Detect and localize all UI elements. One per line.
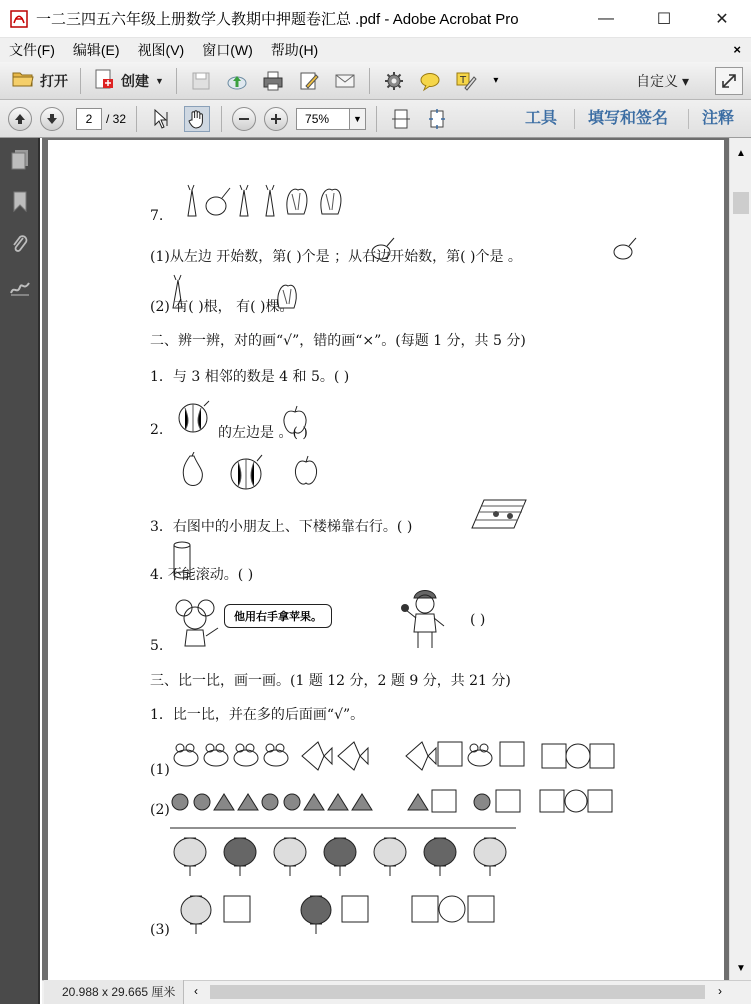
carrot-icon xyxy=(170,274,186,310)
scroll-down-chevron-icon[interactable]: ▼ xyxy=(736,963,746,974)
previous-page-button[interactable] xyxy=(8,107,32,131)
cabbage-icon xyxy=(274,280,300,310)
bookmarks-icon[interactable] xyxy=(9,190,31,214)
toolbar-divider xyxy=(176,68,177,94)
next-page-button[interactable] xyxy=(40,107,64,131)
section-2-heading: 二、辨一辨，对的画“√”，错的画“×”。(每题 1 分，共 5 分) xyxy=(150,333,526,349)
edit-document-icon[interactable] xyxy=(296,68,322,94)
boy-with-apple-illustration xyxy=(398,586,454,652)
tools-panel-link[interactable]: 工具 xyxy=(525,110,558,127)
toolbar-divider xyxy=(688,109,689,129)
highlight-text-icon[interactable] xyxy=(453,68,479,94)
section-3-question-1: 1．比一比，并在多的后面画“√”。 xyxy=(150,707,365,723)
lanterns-compare-row xyxy=(176,886,506,936)
menu-edit[interactable]: 编辑(E) xyxy=(72,42,120,58)
apple-icon xyxy=(280,404,310,436)
chevron-down-icon[interactable]: ▾ xyxy=(493,75,499,86)
vegetables-row-illustration xyxy=(184,184,354,220)
toolbar-divider xyxy=(369,68,370,94)
mouse-character-illustration xyxy=(172,598,222,648)
section-3-heading: 三、比一比，画一画。(1 题 12 分，2 题 9 分，共 21 分) xyxy=(150,673,511,689)
row-2-label: (2) xyxy=(150,802,170,818)
fit-page-icon[interactable] xyxy=(424,106,450,132)
question-7-label: 7. xyxy=(150,208,164,224)
fill-sign-panel-link[interactable]: 填写和签名 xyxy=(588,110,669,127)
menu-file[interactable]: 文件(F) xyxy=(9,42,55,58)
zoom-level-input[interactable]: 75% xyxy=(296,108,350,130)
maximize-button[interactable]: ☐ xyxy=(656,11,672,28)
section-2-question-2-text: 的左边是 。( ) xyxy=(218,425,308,441)
page-number-input[interactable]: 2 xyxy=(76,108,102,130)
window-title: 一二三四五六年级上册数学人教期中押题卷汇总 .pdf - Adobe Acrobat Pro xyxy=(36,11,519,28)
speech-bubble xyxy=(224,604,332,628)
frogs-and-fish-row xyxy=(170,736,630,776)
section-2-question-1: 1．与 3 相邻的数是 4 和 5。( ) xyxy=(150,369,350,385)
stairs-illustration xyxy=(470,498,528,532)
vertical-scrollbar[interactable] xyxy=(729,138,751,980)
svg-text:T: T xyxy=(459,74,467,86)
arrow-up-icon xyxy=(14,113,26,125)
page-thumbnails-icon[interactable] xyxy=(9,148,31,172)
folder-icon xyxy=(12,69,34,92)
title-bar xyxy=(0,0,751,38)
upload-cloud-icon[interactable] xyxy=(224,68,250,94)
comment-bubble-icon[interactable] xyxy=(417,68,443,94)
vertical-scroll-thumb[interactable] xyxy=(733,192,749,214)
question-7-part-2: (2) 有( )根， 有( )棵。 xyxy=(150,299,294,315)
eggplant-icon xyxy=(612,236,638,262)
arrow-down-icon xyxy=(46,113,58,125)
close-window-button[interactable]: ✕ xyxy=(715,11,729,28)
section-2-question-2-number: 2. xyxy=(150,422,164,438)
watermelon-icon xyxy=(176,398,212,434)
open-label: 打开 xyxy=(40,72,68,89)
pear-watermelon-apple-row xyxy=(178,452,328,492)
attachments-paperclip-icon[interactable] xyxy=(9,232,31,256)
zoom-in-button[interactable] xyxy=(264,107,288,131)
scroll-left-chevron-icon[interactable]: ‹ xyxy=(194,984,198,998)
scroll-right-chevron-icon[interactable]: › xyxy=(718,984,722,998)
customize-label: 自定义 xyxy=(636,73,679,89)
menu-window[interactable]: 窗口(W) xyxy=(202,42,253,58)
horizontal-scroll-thumb[interactable] xyxy=(210,985,705,999)
email-icon[interactable] xyxy=(332,68,358,94)
chevron-down-icon: ▼ xyxy=(155,75,164,86)
main-toolbar xyxy=(0,62,751,100)
eggplant-icon xyxy=(370,236,396,262)
page-total: / 32 xyxy=(106,111,127,126)
section-2-question-4: 4. 不能滚动。( ) xyxy=(150,567,254,583)
cylinder-icon xyxy=(172,540,192,580)
minimize-button[interactable]: — xyxy=(598,10,614,27)
minus-icon xyxy=(238,113,250,125)
toolbar-divider xyxy=(80,68,81,94)
toolbar-divider xyxy=(376,106,377,132)
settings-gear-icon[interactable] xyxy=(381,68,407,94)
create-button[interactable] xyxy=(87,66,170,96)
toolbar-divider xyxy=(574,109,575,129)
navigation-toolbar xyxy=(0,100,751,138)
create-label: 创建 xyxy=(121,72,149,89)
document-viewer[interactable] xyxy=(42,138,729,980)
customize-dropdown[interactable]: 自定义 ▾ xyxy=(636,73,689,89)
section-2-question-5-number: 5. xyxy=(150,638,164,654)
save-icon[interactable] xyxy=(188,68,214,94)
acrobat-pdf-icon xyxy=(10,10,28,28)
menu-help[interactable]: 帮助(H) xyxy=(270,42,319,58)
toolbar-divider xyxy=(221,106,222,132)
page-size-status: 20.988 x 29.665 厘米 xyxy=(44,980,184,1004)
lanterns-row-illustration xyxy=(166,824,526,880)
plus-icon xyxy=(270,113,282,125)
horizontal-scrollbar[interactable] xyxy=(188,982,728,1002)
menu-view[interactable]: 视图(V) xyxy=(137,42,185,58)
signatures-icon[interactable] xyxy=(9,276,31,300)
row-3-label: (3) xyxy=(150,922,170,938)
close-document-button[interactable]: × xyxy=(733,42,741,57)
zoom-dropdown-chevron-icon[interactable]: ▼ xyxy=(350,108,366,130)
fit-page-width-icon[interactable] xyxy=(388,106,414,132)
circles-and-triangles-row xyxy=(170,786,630,816)
scroll-up-chevron-icon[interactable]: ▲ xyxy=(736,148,746,159)
section-2-question-5-blank: ( ) xyxy=(470,612,486,628)
row-1-label: (1) xyxy=(150,762,170,778)
toolbar-divider xyxy=(136,106,137,132)
open-button[interactable] xyxy=(6,66,74,96)
print-icon[interactable] xyxy=(260,68,286,94)
pdf-page xyxy=(48,140,724,980)
create-pdf-icon xyxy=(93,68,115,93)
comment-panel-link[interactable]: 注释 xyxy=(702,110,735,127)
speech-bubble-text: 他用右手拿苹果。 xyxy=(234,610,322,623)
navigation-pane xyxy=(0,138,40,1004)
section-2-question-3: 3．右图中的小朋友上、下楼梯靠右行。( ) xyxy=(150,519,413,535)
zoom-out-button[interactable] xyxy=(232,107,256,131)
question-7-part-1: (1)从左边 开始数，第( )个是 ；从右边开始数，第( )个是 。 xyxy=(150,249,522,265)
hand-tool-icon[interactable] xyxy=(184,106,210,132)
select-tool-icon[interactable] xyxy=(148,106,174,132)
menu-bar xyxy=(0,38,751,62)
expand-icon[interactable] xyxy=(715,67,743,95)
